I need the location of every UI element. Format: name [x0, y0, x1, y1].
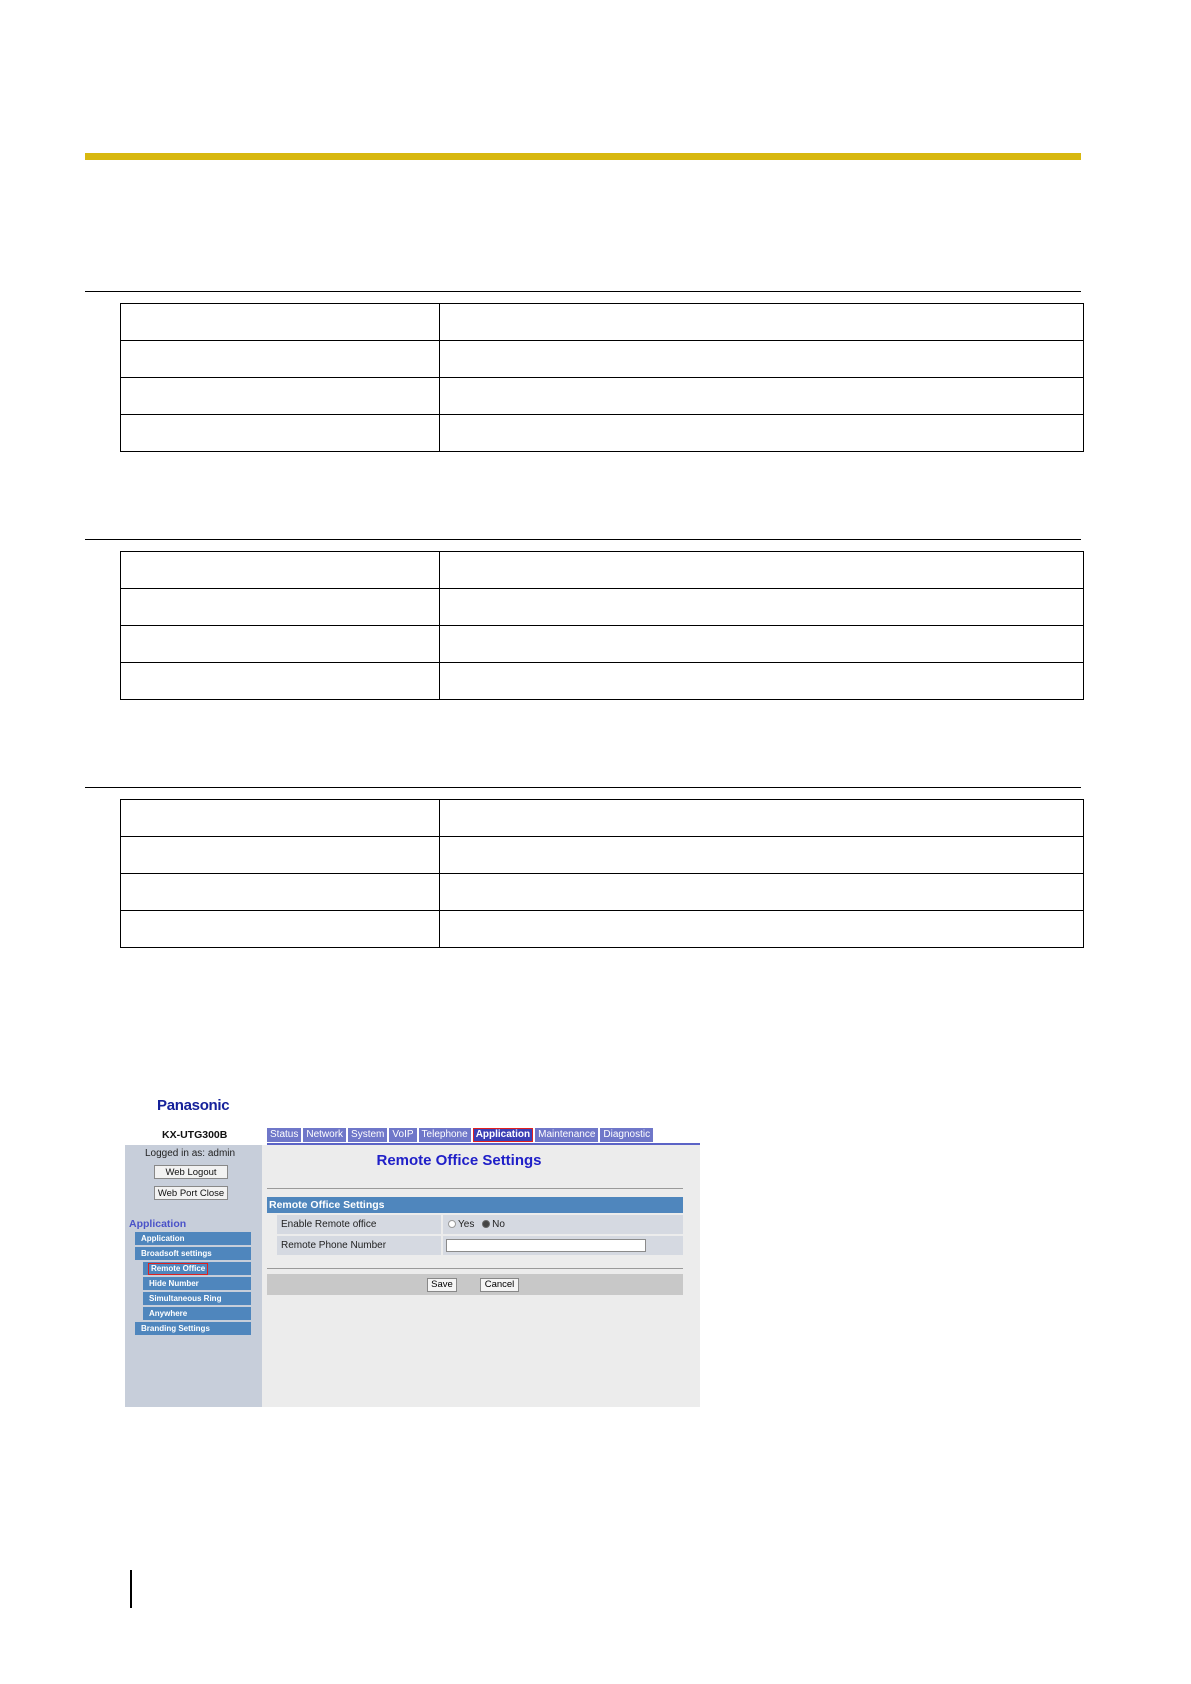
table-cell — [440, 837, 1084, 874]
sidebar-item-label: Remote Office — [151, 1264, 206, 1273]
sidebar — [125, 1145, 262, 1407]
divider — [267, 1188, 683, 1189]
table-cell — [121, 911, 440, 948]
remote-phone-number-row — [277, 1236, 683, 1255]
table-row — [121, 378, 1084, 415]
table-cell — [440, 552, 1084, 589]
table-row — [121, 626, 1084, 663]
sidebar-item-simultaneous-ring[interactable]: Simultaneous Ring — [143, 1292, 251, 1305]
enable-remote-office-row — [277, 1215, 683, 1234]
save-button[interactable]: Save — [427, 1278, 457, 1292]
model-name: KX-UTG300B — [162, 1129, 228, 1141]
web-logout-button[interactable]: Web Logout — [154, 1165, 228, 1179]
section-rule-2 — [85, 539, 1081, 540]
tab-network[interactable]: Network — [303, 1128, 346, 1142]
table-row — [121, 663, 1084, 700]
table-cell — [121, 341, 440, 378]
table-row — [121, 341, 1084, 378]
table-cell — [121, 378, 440, 415]
tab-system[interactable]: System — [348, 1128, 387, 1142]
section-rule-1 — [85, 291, 1081, 292]
table-cell — [440, 800, 1084, 837]
table-row — [121, 552, 1084, 589]
main-content — [262, 1145, 700, 1407]
table-cell — [440, 378, 1084, 415]
table-cell — [440, 304, 1084, 341]
table-row — [121, 911, 1084, 948]
page-title: Remote Office Settings — [376, 1152, 542, 1169]
table-cell — [440, 589, 1084, 626]
remote-phone-number-label: Remote Phone Number — [277, 1236, 441, 1255]
yes-radio[interactable] — [448, 1220, 456, 1228]
table-row — [121, 589, 1084, 626]
tab-telephone[interactable]: Telephone — [419, 1128, 471, 1142]
table-cell — [440, 626, 1084, 663]
no-radio[interactable] — [482, 1220, 490, 1228]
table-cell — [440, 911, 1084, 948]
remote-phone-number-cell — [443, 1236, 683, 1255]
panel-header: Remote Office Settings — [267, 1197, 683, 1213]
table-cell — [440, 341, 1084, 378]
table-cell — [121, 874, 440, 911]
table-cell — [121, 800, 440, 837]
sidebar-item-application[interactable]: Application — [135, 1232, 251, 1245]
sidebar-item-anywhere[interactable]: Anywhere — [143, 1307, 251, 1320]
table-cell — [121, 589, 440, 626]
table-row — [121, 415, 1084, 452]
table-cell — [121, 663, 440, 700]
tab-voip[interactable]: VoIP — [389, 1128, 416, 1142]
brand-logo: Panasonic — [157, 1097, 230, 1114]
enable-remote-office-label: Enable Remote office — [277, 1215, 441, 1234]
table-row — [121, 800, 1084, 837]
divider — [267, 1268, 683, 1269]
settings-table-1 — [120, 303, 1084, 452]
cancel-button[interactable]: Cancel — [480, 1278, 519, 1292]
tab-status[interactable]: Status — [267, 1128, 301, 1142]
table-cell — [121, 626, 440, 663]
sidebar-item-remote-office[interactable] — [143, 1262, 251, 1275]
remote-phone-number-input[interactable] — [446, 1239, 646, 1252]
sidebar-heading: Application — [129, 1218, 187, 1230]
table-cell — [121, 304, 440, 341]
table-cell — [440, 415, 1084, 452]
table-cell — [121, 415, 440, 452]
main-tabs — [267, 1128, 653, 1142]
enable-remote-office-options — [443, 1215, 683, 1234]
no-label: No — [492, 1219, 505, 1230]
tab-application[interactable]: Application — [473, 1128, 533, 1142]
settings-table-3 — [120, 799, 1084, 948]
settings-table-2 — [120, 551, 1084, 700]
table-row — [121, 304, 1084, 341]
table-cell — [440, 874, 1084, 911]
table-cell — [440, 663, 1084, 700]
page-margin-bar — [130, 1570, 132, 1608]
web-ui-screenshot — [125, 1090, 700, 1407]
header-gold-rule — [85, 153, 1081, 160]
section-rule-3 — [85, 787, 1081, 788]
sidebar-item-broadsoft-settings[interactable]: Broadsoft settings — [135, 1247, 251, 1260]
logged-in-text: Logged in as: admin — [145, 1148, 236, 1159]
yes-label: Yes — [458, 1219, 475, 1230]
action-bar — [267, 1274, 683, 1295]
table-cell — [121, 552, 440, 589]
table-row — [121, 837, 1084, 874]
sidebar-item-hide-number[interactable]: Hide Number — [143, 1277, 251, 1290]
tab-maintenance[interactable]: Maintenance — [535, 1128, 598, 1142]
sidebar-item-branding-settings[interactable]: Branding Settings — [135, 1322, 251, 1335]
tab-diagnostic[interactable]: Diagnostic — [600, 1128, 653, 1142]
web-port-close-button[interactable]: Web Port Close — [154, 1186, 228, 1200]
table-cell — [121, 837, 440, 874]
table-row — [121, 874, 1084, 911]
